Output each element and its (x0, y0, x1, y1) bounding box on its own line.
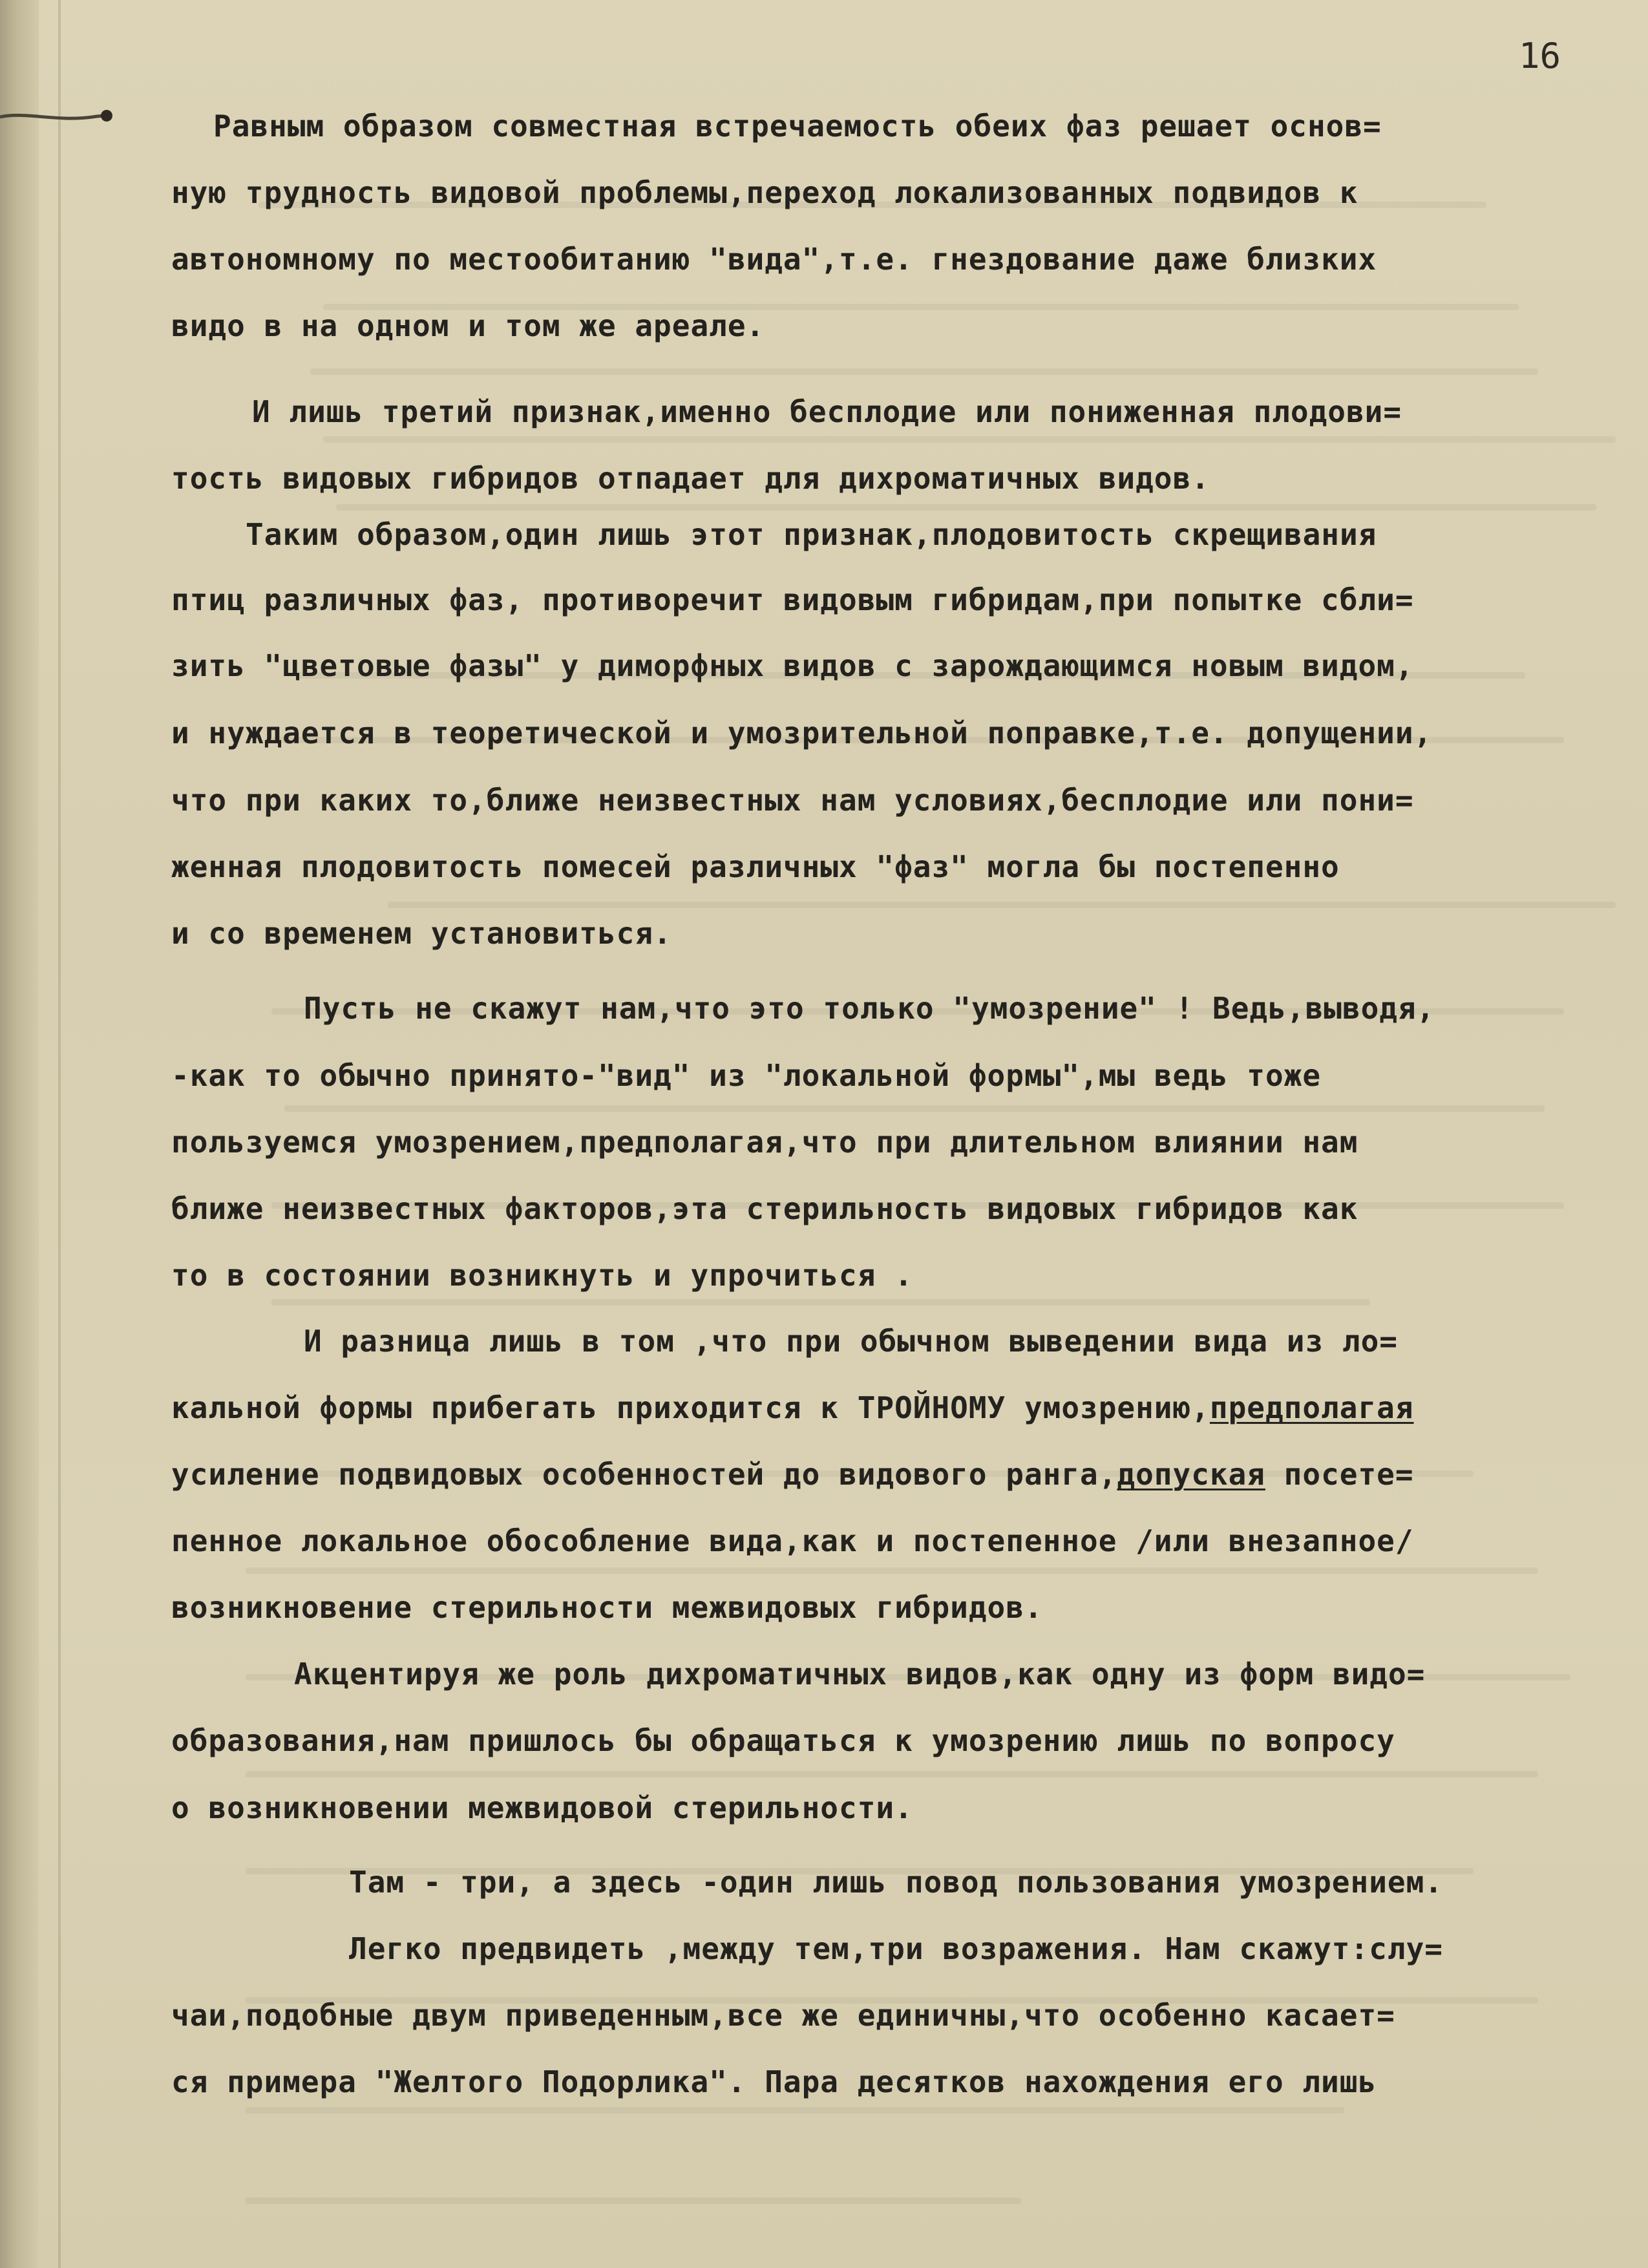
text-line: ся примера "Желтого Подорлика". Пара десятков нахождения его лишь (171, 2064, 1377, 2099)
text-line: Таким образом,один лишь этот признак,плодовитость скрещивания (246, 517, 1377, 552)
text-line: И разница лишь в том ,что при обычном выведении вида из ло= (304, 1324, 1398, 1359)
text-line: и нуждается в теоретической и умозрительной поправке,т.е. допущении, (171, 715, 1433, 750)
text-line: Легко предвидеть ,между тем,три возражения. Нам скажут:слу= (349, 1931, 1443, 1966)
text-line: что при каких то,ближе неизвестных нам условиях,бесплодие или пони= (171, 783, 1414, 818)
text-line (171, 1388, 1414, 1427)
page-number: 16 (1519, 36, 1561, 76)
text-line: И лишь третий признак,именно бесплодие или пониженная плодови= (252, 394, 1402, 429)
text-segment: усиление подвидовых особенностей до видового ранга, (171, 1457, 1117, 1492)
text-line: видо в на одном и том же ареале. (171, 308, 765, 343)
text-line: тость видовых гибридов отпадает для дихроматичных видов. (171, 461, 1210, 496)
text-line: чаи,подобные двум приведенным,все же единичны,что особенно касает= (171, 1998, 1395, 2033)
text-line: автономному по местообитанию "вида",т.е. гнездование даже близких (171, 242, 1377, 277)
text-segment: кальной формы прибегать приходится к ТРОЙНОМУ умозрению, (171, 1390, 1210, 1425)
text-line: зить "цветовые фазы" у диморфных видов с зарождающимся новым видом, (171, 648, 1414, 683)
text-line: ную трудность видовой проблемы,переход локализованных подвидов к (171, 175, 1358, 210)
text-line: ближе неизвестных факторов,эта стерильность видовых гибридов как (171, 1191, 1358, 1226)
text-line: и со временем установиться. (171, 916, 672, 951)
text-line: птиц различных фаз, противоречит видовым гибридам,при попытке сбли= (171, 582, 1414, 617)
text-line: о возникновении межвидовой стерильности. (171, 1790, 913, 1825)
text-line: возникновение стерильности межвидовых гибридов. (171, 1590, 1043, 1625)
text-line: пенное локальное обособление вида,как и постепенное /или внезапное/ (171, 1523, 1414, 1558)
text-segment: посете= (1265, 1457, 1414, 1492)
text-line: Акцентируя же роль дихроматичных видов,как одну из форм видо= (294, 1657, 1426, 1691)
text-line: пользуемся умозрением,предполагая,что при длительном влиянии нам (171, 1125, 1358, 1160)
text-line: Равным образом совместная встречаемость обеих фаз решает основ= (213, 109, 1382, 143)
underlined-word: предполагая (1209, 1390, 1414, 1425)
text-line: образования,нам пришлось бы обращаться к умозрению лишь по вопросу (171, 1723, 1395, 1758)
text-line: то в состоянии возникнуть и упрочиться . (171, 1258, 913, 1293)
text-line: женная плодовитость помесей различных "фаз" могла бы постепенно (171, 849, 1340, 884)
underlined-word: допуская (1117, 1457, 1265, 1492)
text-line: -как то обычно принято-"вид" из "локальной формы",мы ведь тоже (171, 1058, 1322, 1093)
text-line: Пусть не скажут нам,что это только "умозрение" ! Ведь,выводя, (304, 991, 1435, 1026)
text-line: Там - три, а здесь -один лишь повод пользования умозрением. (349, 1865, 1443, 1900)
text-line (171, 1455, 1414, 1494)
